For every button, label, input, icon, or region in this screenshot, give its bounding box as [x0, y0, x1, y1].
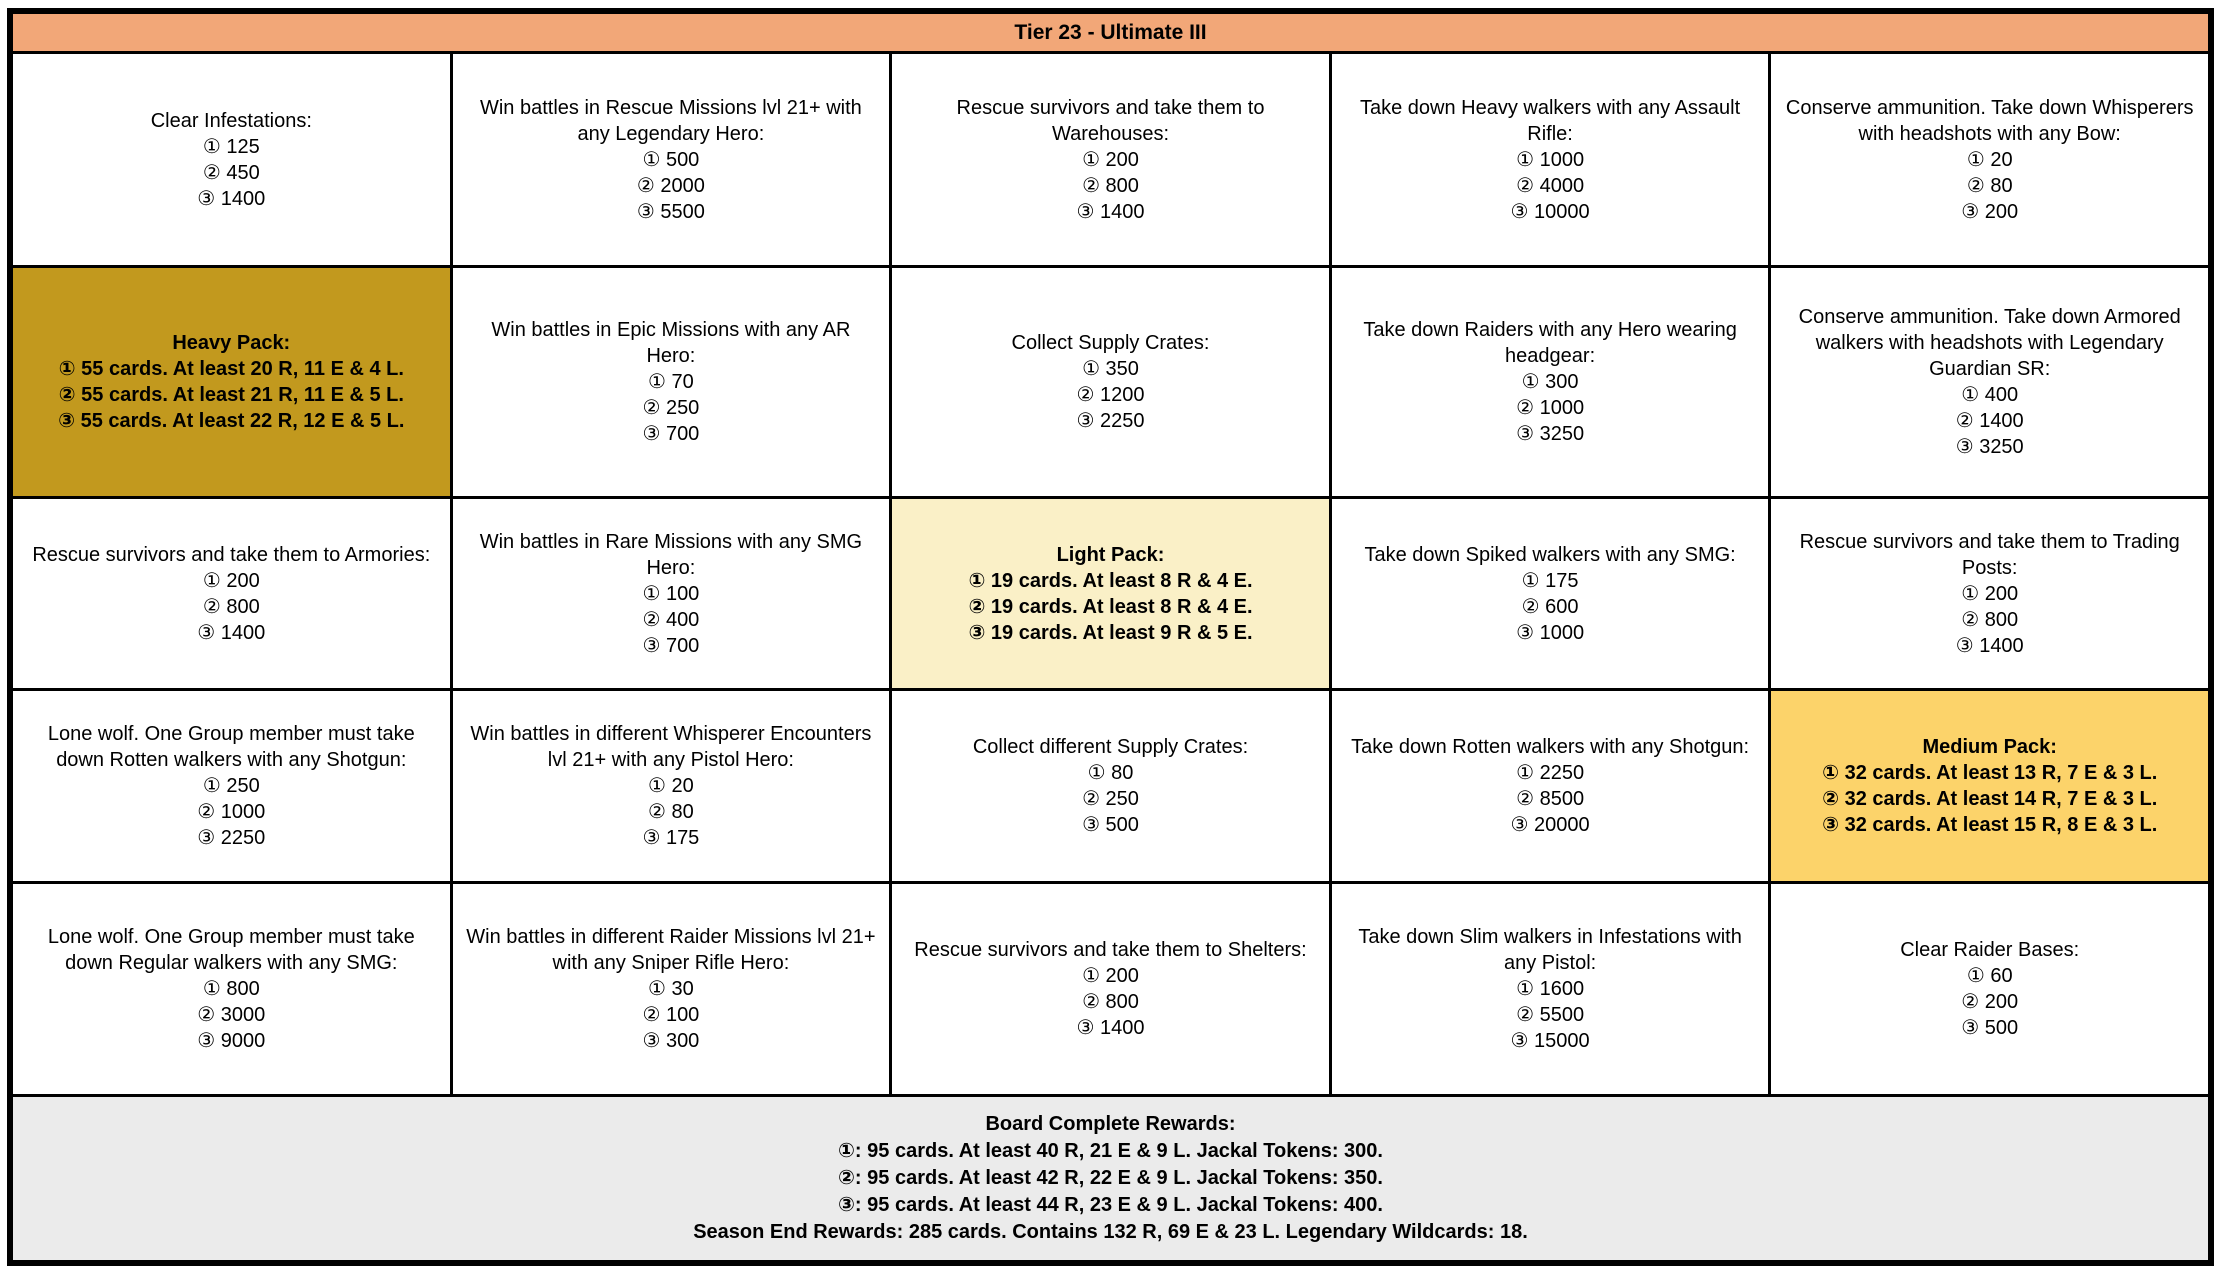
- mission-title: Win battles in different Raider Missions lvl 21+ with any Sniper Rifle Hero:: [466, 926, 882, 974]
- tier-requirement: ① 19 cards. At least 8 R & 4 E.: [968, 569, 1253, 592]
- tier-requirement: ① 100: [642, 582, 700, 605]
- mission-cell: [453, 499, 890, 688]
- tier-requirement: ① 800: [202, 978, 260, 1000]
- tier-requirement: ① 70: [648, 371, 694, 393]
- pack-cell: [13, 268, 450, 496]
- mission-title: Collect Supply Crates:: [1011, 332, 1210, 354]
- tier-requirement: ② 3000: [197, 1004, 266, 1026]
- tier-requirement: ② 32 cards. At least 14 R, 7 E & 3 L.: [1822, 788, 2158, 810]
- mission-cell: [13, 54, 450, 265]
- mission-title: Rescue survivors and take them to Armories:: [32, 543, 431, 566]
- tier-requirement: ③ 175: [642, 827, 700, 849]
- tier-requirement: ① 200: [202, 569, 260, 592]
- reward-line: Season End Rewards: 285 cards. Contains 132 R, 69 E & 23 L. Legendary Wildcards: 18.: [693, 1221, 1528, 1243]
- mission-cell: [1332, 268, 1769, 496]
- reward-line: ②: 95 cards. At least 42 R, 22 E & 9 L. Jackal Tokens: 350.: [838, 1167, 1383, 1189]
- tier-requirement: ① 175: [1521, 569, 1579, 592]
- tier-requirement: ③ 2250: [1076, 410, 1145, 432]
- tier-requirement: ③ 500: [1082, 814, 1139, 836]
- tier-requirement: ③ 200: [1961, 200, 2019, 223]
- tier-requirement: ② 5500: [1516, 1004, 1585, 1026]
- mission-cell: [1332, 691, 1769, 881]
- tier-requirement: ① 350: [1082, 358, 1139, 380]
- tier-requirement: ③ 3250: [1955, 436, 2024, 458]
- tier-requirement: ① 300: [1521, 371, 1579, 393]
- tier-requirement: ③ 1400: [1076, 200, 1145, 223]
- mission-title: Win battles in different Whisperer Encounters lvl 21+ with any Pistol Hero:: [470, 723, 877, 771]
- tier-requirement: ① 20: [648, 775, 694, 797]
- mission-cell: [892, 54, 1329, 265]
- mission-title: Rescue survivors and take them to Trading Posts:: [1799, 530, 2186, 579]
- tier-requirement: ③ 1400: [1076, 1017, 1145, 1039]
- reward-line: ①: 95 cards. At least 40 R, 21 E & 9 L. Jackal Tokens: 300.: [838, 1140, 1383, 1162]
- tier-requirement: ① 200: [1082, 965, 1139, 987]
- tier-requirement: ① 250: [202, 775, 260, 797]
- tier-requirement: ② 100: [642, 1004, 700, 1026]
- tier-requirement: ③ 32 cards. At least 15 R, 8 E & 3 L.: [1822, 814, 2158, 836]
- tier-requirement: ② 2000: [636, 174, 705, 197]
- tier-requirement: ② 800: [202, 595, 260, 618]
- mission-cell: [13, 691, 450, 881]
- tier-requirement: ① 80: [1087, 762, 1134, 784]
- mission-cell: [13, 884, 450, 1094]
- tier-requirement: ① 30: [648, 978, 694, 1000]
- mission-cell: [1771, 884, 2208, 1094]
- tier-requirement: ② 400: [642, 608, 700, 631]
- tier-requirement: ② 19 cards. At least 8 R & 4 E.: [968, 595, 1253, 618]
- tier-requirement: ③ 9000: [197, 1030, 266, 1052]
- pack-cell: [892, 499, 1329, 688]
- mission-title: Lone wolf. One Group member must take down Rotten walkers with any Shotgun:: [47, 723, 421, 771]
- tier-requirement: ③ 1400: [197, 187, 266, 210]
- mission-cell: [13, 499, 450, 688]
- mission-title: Medium Pack:: [1922, 736, 2057, 758]
- tier-requirement: ③ 5500: [636, 200, 705, 223]
- mission-cell: [1771, 499, 2208, 688]
- mission-title: Conserve ammunition. Take down Whisperers with headshots with any Bow:: [1785, 96, 2200, 145]
- tier-requirement: ② 1400: [1955, 410, 2024, 432]
- mission-title: Light Pack:: [1056, 543, 1165, 566]
- mission-title: Take down Rotten walkers with any Shotgun:: [1351, 736, 1750, 758]
- mission-cell: [892, 268, 1329, 496]
- mission-title: Take down Heavy walkers with any Assault Rifle:: [1360, 96, 1746, 145]
- mission-cell: [453, 691, 890, 881]
- mission-cell: [892, 691, 1329, 881]
- mission-cell: [892, 884, 1329, 1094]
- tier-requirement: ② 800: [1082, 991, 1139, 1013]
- tier-requirement: ① 400: [1961, 384, 2019, 406]
- mission-title: Rescue survivors and take them to Shelters:: [914, 939, 1307, 961]
- tier-requirement: ③ 19 cards. At least 9 R & 5 E.: [968, 621, 1253, 644]
- reward-line: ③: 95 cards. At least 44 R, 23 E & 9 L. Jackal Tokens: 400.: [838, 1194, 1383, 1216]
- mission-title: Heavy Pack:: [172, 332, 291, 354]
- tier-requirement: ① 32 cards. At least 13 R, 7 E & 3 L.: [1822, 762, 2158, 784]
- tier-requirement: ② 250: [1082, 788, 1139, 810]
- tier-requirement: ② 800: [1082, 174, 1139, 197]
- tier-requirement: ① 60: [1966, 965, 2013, 987]
- tier-requirement: ① 55 cards. At least 20 R, 11 E & 4 L.: [58, 358, 404, 380]
- mission-title: Win battles in Rare Missions with any SMG Hero:: [479, 530, 868, 579]
- mission-title: Clear Infestations:: [150, 109, 312, 132]
- tier-requirement: ② 1000: [197, 801, 266, 823]
- tier-requirement: ③ 3250: [1516, 423, 1585, 445]
- tier-requirement: ② 8500: [1516, 788, 1585, 810]
- tier-requirement: ① 2250: [1516, 762, 1585, 784]
- tier-requirement: ③ 15000: [1510, 1030, 1590, 1052]
- mission-title: Win battles in Epic Missions with any AR Hero:: [491, 319, 856, 367]
- rewards-title: Board Complete Rewards:: [985, 1113, 1236, 1135]
- tier-requirement: ① 125: [202, 135, 260, 158]
- tier-requirement: ③ 700: [642, 423, 700, 445]
- tier-requirement: ③ 1400: [197, 621, 266, 644]
- mission-cell: [1771, 54, 2208, 265]
- board-title: Tier 23 - Ultimate III: [1014, 20, 1207, 44]
- tier-requirement: ② 600: [1521, 595, 1579, 618]
- tier-requirement: ① 20: [1966, 148, 2013, 171]
- tier-requirement: ① 200: [1961, 582, 2019, 605]
- tier-requirement: ① 200: [1082, 148, 1139, 171]
- tier-requirement: ② 800: [1961, 608, 2019, 631]
- mission-cell: [1771, 268, 2208, 496]
- mission-title: Win battles in Rescue Missions lvl 21+ with any Legendary Hero:: [479, 96, 868, 145]
- tier-requirement: ② 1000: [1516, 397, 1585, 419]
- board-title-bar: [13, 14, 2208, 51]
- pack-cell: [1771, 691, 2208, 881]
- mission-title: Take down Raiders with any Hero wearing headgear:: [1363, 319, 1743, 367]
- tier-requirement: ② 250: [642, 397, 700, 419]
- tier-requirement: ② 1200: [1076, 384, 1145, 406]
- mission-title: Take down Spiked walkers with any SMG:: [1364, 543, 1736, 566]
- mission-title: Take down Slim walkers in Infestations with any Pistol:: [1358, 926, 1748, 974]
- tier-requirement: ③ 300: [642, 1030, 700, 1052]
- mission-grid: [13, 54, 2208, 1094]
- tier-requirement: ③ 1400: [1955, 634, 2024, 657]
- tier-requirement: ② 450: [202, 161, 260, 184]
- mission-title: Rescue survivors and take them to Warehouses:: [956, 96, 1271, 145]
- tier-requirement: ③ 700: [642, 634, 700, 657]
- tier-requirement: ② 80: [648, 801, 694, 823]
- tier-requirement: ① 500: [642, 148, 700, 171]
- mission-cell: [1332, 54, 1769, 265]
- mission-cell: [1332, 499, 1769, 688]
- mission-title: Lone wolf. One Group member must take down Regular walkers with any SMG:: [47, 926, 421, 974]
- mission-cell: [1332, 884, 1769, 1094]
- tier-requirement: ① 1600: [1516, 978, 1585, 1000]
- mission-cell: [453, 268, 890, 496]
- mission-title: Conserve ammunition. Take down Armored walkers with headshots with Legendary Guardian SR:: [1798, 306, 2187, 380]
- tier-requirement: ② 80: [1966, 174, 2013, 197]
- tier-requirement: ③ 1000: [1516, 621, 1585, 644]
- tier-requirement: ③ 2250: [197, 827, 266, 849]
- mission-title: Collect different Supply Crates:: [972, 736, 1249, 758]
- mission-cell: [453, 54, 890, 265]
- tier-board: [7, 8, 2214, 1266]
- tier-requirement: ③ 20000: [1510, 814, 1590, 836]
- board-rewards-footer: [13, 1097, 2208, 1260]
- tier-requirement: ② 200: [1961, 991, 2019, 1013]
- tier-requirement: ③ 55 cards. At least 22 R, 12 E & 5 L.: [58, 410, 405, 432]
- mission-title: Clear Raider Bases:: [1900, 939, 2080, 961]
- mission-cell: [453, 884, 890, 1094]
- tier-requirement: ③ 10000: [1510, 200, 1590, 223]
- tier-requirement: ③ 500: [1961, 1017, 2019, 1039]
- tier-requirement: ② 55 cards. At least 21 R, 11 E & 5 L.: [58, 384, 404, 406]
- tier-requirement: ② 4000: [1516, 174, 1585, 197]
- tier-requirement: ① 1000: [1516, 148, 1585, 171]
